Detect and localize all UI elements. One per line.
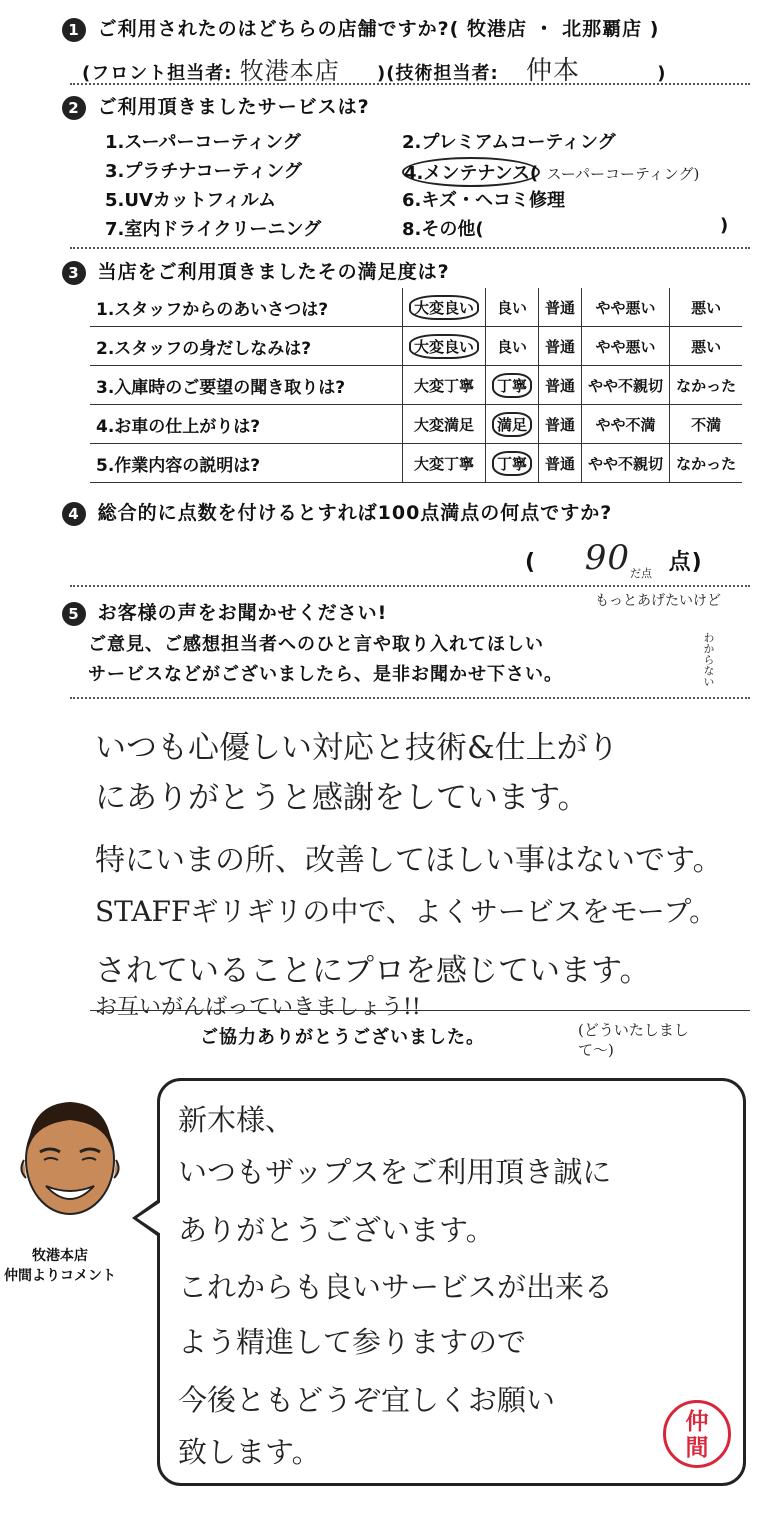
service-5: 5.UVカットフィルム <box>105 190 277 211</box>
satisfaction-question: 1.スタッフからのあいさつは? <box>90 288 403 327</box>
satisfaction-option: 良い <box>486 288 539 327</box>
service-8-close: ) <box>720 215 729 236</box>
staff-line-1: 新木様、 <box>178 1103 295 1137</box>
question-1 <box>62 14 659 42</box>
staff-line-6: 今後ともどうぞ宜しくお願い <box>178 1383 556 1417</box>
satisfaction-row <box>90 327 742 366</box>
maintenance-note: スーパーコーティング) <box>546 165 700 183</box>
satisfaction-option: 普通 <box>539 405 582 444</box>
satisfaction-question: 5.作業内容の説明は? <box>90 444 403 483</box>
question-number: 3 <box>62 261 86 285</box>
question-text: 当店をご利用頂きましたその満足度は? <box>97 261 450 283</box>
satisfaction-question: 4.お車の仕上がりは? <box>90 405 403 444</box>
service-1: 1.スーパーコーティング <box>105 132 301 153</box>
question-subtext-1: ご意見、ご感想担当者へのひと言や取り入れてほしい <box>88 634 544 655</box>
comment-line-5: されていることにプロを感じています。 <box>95 953 651 989</box>
question-text: お客様の声をお聞かせください! <box>97 602 388 624</box>
staff-avatar <box>10 1090 130 1240</box>
satisfaction-option-selected: 大変良い <box>403 288 486 327</box>
score-field <box>525 538 703 578</box>
margin-note-2: わからない <box>702 632 715 687</box>
bubble-tail-inner <box>137 1202 161 1234</box>
satisfaction-row <box>90 288 742 327</box>
staff-caption-store: 牧港本店 <box>32 1248 88 1264</box>
satisfaction-option: やや悪い <box>582 327 670 366</box>
satisfaction-option: やや不満 <box>582 405 670 444</box>
front-label: (フロント担当者: <box>82 63 233 84</box>
comment-line-2: にありがとうと感謝をしています。 <box>95 780 589 816</box>
satisfaction-question: 2.スタッフの身だしなみは? <box>90 327 403 366</box>
score-value: 90 <box>584 538 630 578</box>
question-2 <box>62 92 370 120</box>
satisfaction-option-selected: 丁寧 <box>486 444 539 483</box>
question-text: 総合的に点数を付けるとすれば100点満点の何点ですか? <box>97 502 613 524</box>
tech-label: )(技術担当者: <box>377 63 499 84</box>
hanko-seal <box>663 1400 731 1468</box>
satisfaction-option: やや不親切 <box>582 366 670 405</box>
service-4 <box>402 157 699 187</box>
divider <box>70 585 750 587</box>
thanks-text: ご協力ありがとうございました。 <box>200 1027 485 1048</box>
satisfaction-option: 普通 <box>539 327 582 366</box>
front-value: 牧港本店 <box>239 57 340 85</box>
comment-line-6: お互いがんばっていきましょう!! <box>95 995 421 1020</box>
comment-line-3: 特にいまの所、改善してほしい事はないです。 <box>95 843 723 878</box>
underline <box>90 1010 750 1011</box>
satisfaction-row <box>90 366 742 405</box>
tech-value: 仲本 <box>525 56 580 86</box>
comment-line-1: いつも心優しい対応と技術&仕上がり <box>95 730 619 766</box>
staff-line-5: よう精進して参りますので <box>178 1325 527 1359</box>
staff-line-7: 致します。 <box>178 1435 321 1469</box>
staff-line-4: これからも良いサービスが出来る <box>178 1270 614 1304</box>
margin-note: もっとあげたいけど <box>595 593 721 609</box>
question-subtext-2: サービスなどがございましたら、是非お聞かせ下さい。 <box>88 664 563 685</box>
divider <box>70 697 750 699</box>
satisfaction-option: 普通 <box>539 444 582 483</box>
service-6: 6.キズ・ヘコミ修理 <box>402 190 566 211</box>
satisfaction-table <box>90 288 742 483</box>
satisfaction-row <box>90 444 742 483</box>
comment-line-4: STAFFギリギリの中で、よくサービスをモープ。 <box>95 895 718 928</box>
satisfaction-option: なかった <box>670 366 743 405</box>
staff-line-3: ありがとうございます。 <box>178 1213 495 1247</box>
satisfaction-row <box>90 405 742 444</box>
service-7: 7.室内ドライクリーニング <box>105 219 322 240</box>
satisfaction-option: やや不親切 <box>582 444 670 483</box>
service-2: 2.プレミアムコーティング <box>402 132 616 153</box>
satisfaction-option: 悪い <box>670 288 743 327</box>
satisfaction-option: 大変丁寧 <box>403 444 486 483</box>
satisfaction-question: 3.入庫時のご要望の聞き取りは? <box>90 366 403 405</box>
question-number: 1 <box>62 18 86 42</box>
satisfaction-option: 悪い <box>670 327 743 366</box>
question-number: 5 <box>62 602 86 626</box>
service-8: 8.その他( <box>402 219 484 240</box>
satisfaction-option: 普通 <box>539 288 582 327</box>
selected-mark: 4.メンテナンス( <box>402 157 540 187</box>
question-4 <box>62 498 612 526</box>
satisfaction-option: 普通 <box>539 366 582 405</box>
satisfaction-option: なかった <box>670 444 743 483</box>
divider <box>70 247 750 249</box>
staff-line-2: いつもザップスをご利用頂き誠に <box>178 1155 612 1189</box>
question-text: ご利用頂きましたサービスは? <box>97 96 370 118</box>
score-note: だ点 <box>630 567 652 580</box>
question-3 <box>62 257 450 285</box>
satisfaction-option-selected: 大変良い <box>403 327 486 366</box>
score-open: ( <box>525 550 537 575</box>
score-unit: 点) <box>668 550 703 575</box>
satisfaction-option: 良い <box>486 327 539 366</box>
staff-caption-comment: 仲間よりコメント <box>4 1268 116 1284</box>
service-3: 3.プラチナコーティング <box>105 161 302 182</box>
question-number: 2 <box>62 96 86 120</box>
question-5 <box>62 598 387 626</box>
divider <box>70 83 750 85</box>
thanks-note: (どういたしまして〜) <box>578 1021 689 1059</box>
satisfaction-option: 不満 <box>670 405 743 444</box>
satisfaction-option: 大変丁寧 <box>403 366 486 405</box>
close-paren: ) <box>657 63 667 84</box>
question-text: ご利用されたのはどちらの店舗ですか?( 牧港店 ・ 北那覇店 ) <box>97 18 660 40</box>
staff-row <box>82 50 666 87</box>
satisfaction-option: 大変満足 <box>403 405 486 444</box>
satisfaction-option-selected: 丁寧 <box>486 366 539 405</box>
satisfaction-option: やや悪い <box>582 288 670 327</box>
seal-text: 仲 間 <box>685 1409 709 1461</box>
question-number: 4 <box>62 502 86 526</box>
satisfaction-option-selected: 満足 <box>486 405 539 444</box>
